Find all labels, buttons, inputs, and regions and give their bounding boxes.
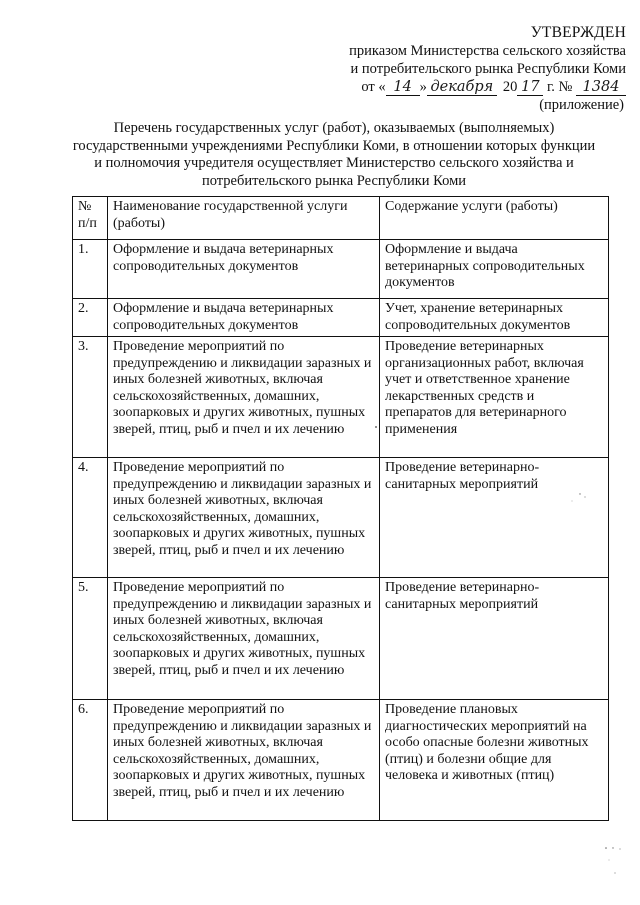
handwritten-month: декабря [427,79,497,96]
table-row [73,240,609,299]
row-service-name: Проведение мероприятий по предупреждению и ликвидации заразных и иных болезней животных, включая сельскохозяйственных, домашних, зоопарковых и других животных, пушных зверей, птиц, рыб и пчел и их лечению [108,458,380,578]
row-service-content: Проведение ветеринарно-санитарных мероприятий [380,458,609,578]
row-service-name: Проведение мероприятий по предупреждению и ликвидации заразных и иных болезней животных, включая сельскохозяйственных, домашних, зоопарковых и других животных, пушных зверей, птиц, рыб и пчел и их лечению [108,337,380,458]
approval-block [296,24,626,114]
handwritten-order-number: 1384 [576,79,626,96]
row-number: 3. [73,337,108,458]
row-service-name: Проведение мероприятий по предупреждению и ликвидации заразных и иных болезней животных, включая сельскохозяйственных, домашних, зоопарковых и других животных, пушных зверей, птиц, рыб и пчел и их лечению [108,700,380,821]
order-line-2: и потребительского рынка Республики Коми [350,61,626,77]
row-service-content: Проведение плановых диагностических мероприятий на особо опасные болезни животных (птиц) и болезни общие для человека и животных (птиц) [380,700,609,821]
row-service-content: Проведение ветеринарных организационных работ, включая учет и ответственное хранение лекарственных средств и препаратов для ветеринарного применения [380,337,609,458]
table-row [73,299,609,337]
heading-line-3: и полномочия учредителя осуществляет Министерство сельского хозяйства и [94,155,574,171]
date-mid: » [419,79,427,95]
row-number: 4. [73,458,108,578]
handwritten-year: 17 [517,79,543,96]
row-number: 5. [73,578,108,700]
table-row [73,578,609,700]
header-number [73,197,108,240]
row-service-name: Оформление и выдача ветеринарных сопроводительных документов [108,299,380,337]
date-g-label: г. № [546,79,573,95]
row-number: 2. [73,299,108,337]
order-line-1: приказом Министерства сельского хозяйства [349,43,626,59]
table-row [73,458,609,578]
row-number: 1. [73,240,108,299]
appendix-label: (приложение) [539,97,624,113]
row-service-content: Оформление и выдача ветеринарных сопроводительных документов [380,240,609,299]
row-number: 6. [73,700,108,821]
header-number-line-1: № [78,199,92,214]
header-number-line-2: п/п [78,215,97,231]
date-year-prefix: 20 [502,79,518,95]
table-header-row [73,197,609,240]
date-prefix: от « [361,79,386,95]
row-service-content: Проведение ветеринарно-санитарных мероприятий [380,578,609,700]
table-row [73,337,609,458]
heading-line-4: потребительского рынка Республики Коми [201,172,467,189]
heading-line-2: государственными учреждениями Республики Коми, в отношении которых функции [72,137,596,154]
heading-line-1: Перечень государственных услуг (работ), оказываемых (выполняемых) [113,120,555,136]
document-heading [60,120,608,190]
table-row [73,700,609,821]
header-service-name: Наименование государственной услуги (работы) [108,197,380,240]
row-service-name: Проведение мероприятий по предупреждению и ликвидации заразных и иных болезней животных, включая сельскохозяйственных, домашних, зоопарковых и других животных, пушных зверей, птиц, рыб и пчел и их лечению [108,578,380,700]
order-date-line [296,78,626,96]
row-service-content: Учет, хранение ветеринарных сопроводительных документов [380,299,609,337]
header-service-content: Содержание услуги (работы) [380,197,609,240]
approved-stamp-text: УТВЕРЖДЕН [530,24,626,41]
handwritten-day: 14 [386,79,420,96]
row-service-name: Оформление и выдача ветеринарных сопроводительных документов [108,240,380,299]
services-table [72,196,609,821]
